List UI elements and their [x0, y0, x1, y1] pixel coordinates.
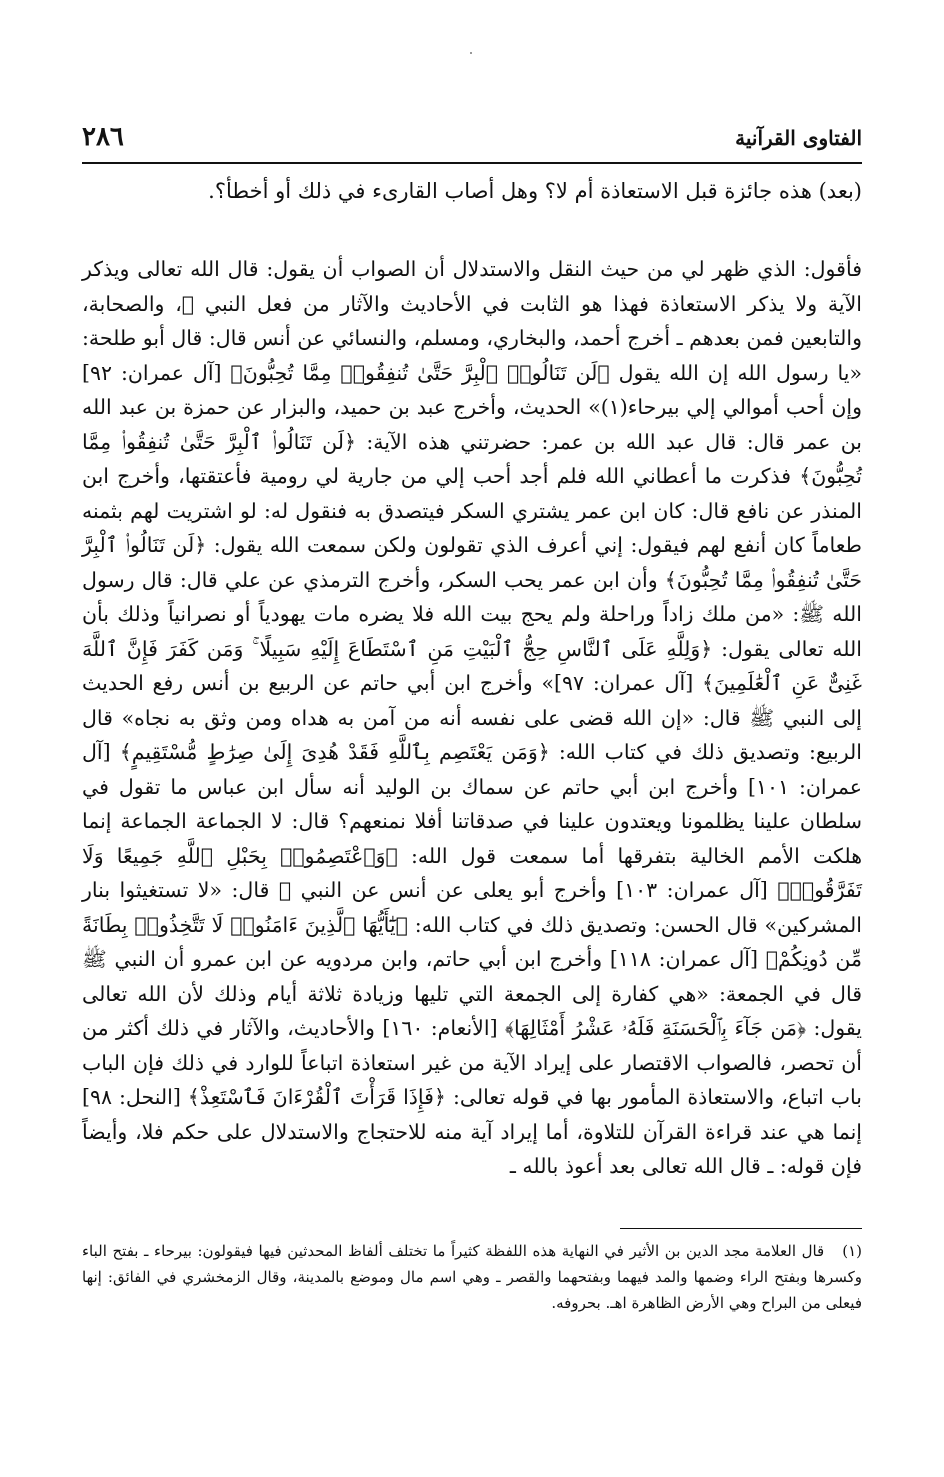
running-title: الفتاوى القرآنية	[735, 126, 862, 150]
intro-line: (بعد) هذه جائزة قبل الاستعاذة أم لا؟ وهل أصاب القارىء في ذلك أو أخطأ؟.	[208, 179, 862, 203]
footnote-rule	[620, 1228, 862, 1229]
header-rule	[82, 162, 862, 164]
scan-speck	[470, 52, 472, 54]
footnote	[82, 1238, 862, 1316]
body-paragraph: فأقول: الذي ظهر لي من حيث النقل والاستدلال أن الصواب أن يقول: قال الله تعالى ويذكر الآية ولا يذكر الاستعاذة فهذا هو الثابت في الأحاديث والآثار من فعل النبي ﷺ، والصحابة، والتابعين فمن بعدهم ـ أخرج أحمد، والبخاري، ومسلم، والنسائي عن أنس قال: قال أبو طلحة: «يا رسول الله إن الله يقول ﴿لَن تَنَالُوا۟ ٱلْبِرَّ حَتَّىٰ تُنفِقُوا۟ مِمَّا تُحِبُّونَ﴾ [آل عمران: ٩٢] وإن أحب أموالي إلي بيرحاء(١)» الحديث، وأخرج عبد بن حميد، والبزار عن حمزة بن عبد الله بن عمر قال: قال عبد الله بن عمر: حضرتني هذه الآية: ﴿لَن تَنَالُوا۟ ٱلْبِرَّ حَتَّىٰ تُنفِقُوا۟ مِمَّا تُحِبُّونَ﴾ فذكرت ما أعطاني الله فلم أجد أحب إلي من جارية لي رومية فأعتقتها، وأخرج ابن المنذر عن نافع قال: كان ابن عمر يشتري السكر فيتصدق به فنقول له: لو اشتريت لهم بثمنه طعاماً كان أنفع لهم فيقول: إني أعرف الذي تقولون ولكن سمعت الله يقول: ﴿لَن تَنَالُوا۟ ٱلْبِرَّ حَتَّىٰ تُنفِقُوا۟ مِمَّا تُحِبُّونَ﴾ وأن ابن عمر يحب السكر، وأخرج الترمذي عن علي قال: قال رسول الله ﷺ: «من ملك زاداً وراحلة ولم يحج بيت الله فلا يضره مات يهودياً أو نصرانياً وذلك بأن الله تعالى يقول: ﴿وَلِلَّهِ عَلَى ٱلنَّاسِ حِجُّ ٱلْبَيْتِ مَنِ ٱسْتَطَاعَ إِلَيْهِ سَبِيلًا ۚ وَمَن كَفَرَ فَإِنَّ ٱللَّهَ غَنِىٌّ عَنِ ٱلْعَٰلَمِينَ﴾ [آل عمران: ٩٧]» وأخرج ابن أبي حاتم عن الربيع بن أنس رفع الحديث إلى النبي ﷺ قال: «إن الله قضى على نفسه أنه من آمن به هداه ومن وثق به نجاه» قال الربيع: وتصديق ذلك في كتاب الله: ﴿وَمَن يَعْتَصِم بِٱللَّهِ فَقَدْ هُدِىَ إِلَىٰ صِرَٰطٍ مُّسْتَقِيمٍ﴾ [آل عمران: ١٠١] وأخرج ابن أبي حاتم عن سماك بن الوليد أنه سأل ابن عباس ما تقول في سلطان علينا يظلمونا ويعتدون علينا في صدقاتنا أفلا نمنعهم؟ قال: لا الجماعة الجماعة إنما هلكت الأمم الخالية بتفرقها أما سمعت قول الله: ﴿وَٱعْتَصِمُوا۟ بِحَبْلِ ٱللَّهِ جَمِيعًا وَلَا تَفَرَّقُوا۟﴾ [آل عمران: ١٠٣] وأخرج أبو يعلى عن أنس عن النبي ﷺ قال: «لا تستغيثوا بنار المشركين» قال الحسن: وتصديق ذلك في كتاب الله: ﴿يَٰٓأَيُّهَا ٱلَّذِينَ ءَامَنُوا۟ لَا تَتَّخِذُوا۟ بِطَانَةً مِّن دُونِكُمْ﴾ [آل عمران: ١١٨] وأخرج ابن أبي حاتم، وابن مردويه عن ابن عمرو أن النبي ﷺ قال في الجمعة: «هي كفارة إلى الجمعة التي تليها وزيادة ثلاثة أيام وذلك لأن الله تعالى يقول: ﴿مَن جَآءَ بِٱلْحَسَنَةِ فَلَهُۥ عَشْرُ أَمْثَالِهَا﴾ [الأنعام: ١٦٠] والأحاديث، والآثار في ذلك أكثر من أن تحصر، فالصواب الاقتصار على إيراد الآية من غير استعاذة اتباعاً للوارد في ذلك فإن الباب باب اتباع، والاستعاذة المأمور بها في قوله تعالى: ﴿فَإِذَا قَرَأْتَ ٱلْقُرْءَانَ فَٱسْتَعِذْ﴾ [النحل: ٩٨] إنما هي عند قراءة القرآن للتلاوة، أما إيراد آية منه للاحتجاج والاستدلال على حكم فلا، وأيضاً فإن قوله: ـ قال الله تعالى بعد أعوذ بالله ـ	[82, 257, 863, 1178]
footnote-marker: (١)	[842, 1242, 862, 1260]
page-header	[82, 122, 862, 162]
page-number: ٢٨٦	[82, 122, 124, 152]
footnote-text: قال العلامة مجد الدين بن الأثير في النهاية هذه اللفظة كثيراً ما تختلف ألفاظ المحدثين فيها فيقولون: بيرحاء ـ بفتح الباء وكسرها وبفتح الراء وضمها والمد فيهما وبفتحهما والقصر ـ وهي اسم مال وموضع بالمدينة، وقال الزمخشري في الفائق: إنها فيعلى من البراح وهي الأرض الظاهرة اهـ. بحروفه.	[82, 1242, 862, 1312]
